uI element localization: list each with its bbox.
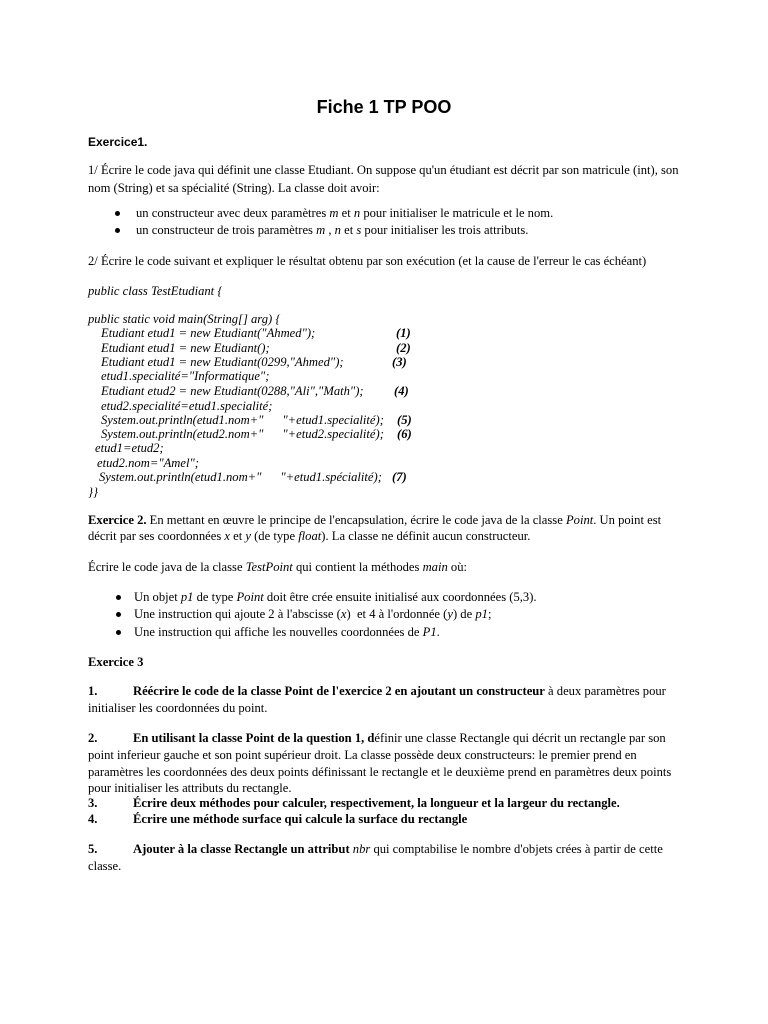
item-continuation: point inferieur gauche et son point supérieur droit. La classe possède deux constructeurs: le premier prend en — [88, 748, 637, 762]
code-line: Etudiant etud1 = new Etudiant("Ahmed"); — [101, 326, 316, 340]
text-segment: de type — [193, 590, 237, 604]
item-bold-text: Écrire deux méthodes pour calculer, respectivement, la longueur et la largeur du rectangle. — [133, 796, 620, 810]
text-segment: (de type — [250, 529, 299, 543]
code-line-marker: (7) — [392, 470, 407, 484]
item-continuation: paramètres les coordonnées des deux points définissant le rectangle et le deuxième prend en paramètres deux points — [88, 765, 672, 779]
item-bold-text: Ajouter à la classe Rectangle un attribut — [133, 842, 353, 856]
text-segment: , — [325, 223, 335, 237]
italic-term: x — [340, 607, 347, 621]
text-segment: un constructeur avec deux paramètres — [136, 206, 330, 220]
text-segment: où: — [447, 560, 468, 574]
exercise2-line — [88, 512, 661, 528]
code-line-marker: (2) — [396, 341, 411, 355]
exercise1-bullet — [136, 222, 528, 238]
text-segment: ). La classe ne définit aucun constructeur. — [321, 529, 531, 543]
item-number: 5. — [88, 842, 98, 856]
code-line-marker: (3) — [392, 355, 407, 369]
text-segment: un constructeur de trois paramètres — [136, 223, 317, 237]
italic-term: y — [447, 607, 453, 621]
text-segment: En mettant en œuvre le principe de l'encapsulation, écrire le code java de la classe — [146, 513, 566, 527]
code-line-marker: (5) — [397, 413, 412, 427]
italic-term: main — [422, 560, 448, 574]
class-name: Point — [565, 513, 594, 527]
text-segment: Une instruction qui affiche les nouvelles coordonnées de — [134, 625, 423, 639]
exercise1-q2-text: 2/ Écrire le code suivant et expliquer le résultat obtenu par son exécution (et la cause de l'erreur le cas échéant) — [88, 254, 647, 268]
text-segment: Écrire le code java de la classe — [88, 560, 246, 574]
text-segment: et — [340, 223, 357, 237]
item-continuation: initialiser les coordonnées du point. — [88, 701, 268, 715]
exercise2-bullet — [134, 624, 440, 640]
text-segment: à deux paramètres pour — [544, 684, 666, 698]
code-line: System.out.println(etud1.nom+" "+etud1.spécialité); — [99, 470, 382, 484]
text-segment: pour initialiser le matricule et le nom. — [360, 206, 554, 220]
italic-term: y — [245, 529, 251, 543]
code-line: etud2.specialité=etud1.specialité; — [101, 399, 273, 413]
item-continuation: pour initialiser les attributs du rectangle. — [88, 781, 292, 795]
bullet — [116, 630, 121, 635]
italic-term: TestPoint — [245, 560, 293, 574]
text-segment: ) de — [452, 607, 476, 621]
text-segment: éfinir une classe Rectangle qui décrit un rectangle par son — [374, 731, 666, 745]
code-line: Etudiant etud1 = new Etudiant(); — [101, 341, 270, 355]
code-line: public static void main(String[] arg) { — [88, 312, 281, 326]
code-line: etud2.nom="Amel"; — [97, 456, 199, 470]
text-segment: ) et 4 à l'ordonnée ( — [346, 607, 448, 621]
exercise3-item — [133, 730, 666, 746]
param-name: n — [334, 223, 341, 237]
exercise1-bullet — [136, 205, 553, 221]
code-line: etud1=etud2; — [95, 441, 164, 455]
param-name: m — [316, 223, 326, 237]
item-continuation: classe. — [88, 859, 122, 873]
exercise3-item — [133, 841, 663, 857]
code-line: System.out.println(etud2.nom+" "+etud2.specialité); — [101, 427, 384, 441]
text-segment: . Un point est — [593, 513, 662, 527]
attribute-name: nbr — [352, 842, 371, 856]
item-bold-text: En utilisant la classe Point de la question 1, d — [133, 731, 375, 745]
param-name: n — [353, 206, 361, 220]
italic-term: x — [224, 529, 230, 543]
bullet — [115, 211, 120, 216]
bullet — [116, 595, 121, 600]
code-line-marker: (6) — [397, 427, 412, 441]
italic-term: P1 — [422, 625, 437, 639]
text-segment: et — [338, 206, 354, 220]
item-number: 4. — [88, 812, 98, 826]
text-segment: pour initialiser les trois attributs. — [361, 223, 529, 237]
code-line: Etudiant etud1 = new Etudiant(0299,"Ahmed"); — [101, 355, 344, 369]
code-line: etud1.specialité="Informatique"; — [101, 369, 270, 383]
code-line: System.out.println(etud1.nom+" "+etud1.specialité); — [101, 413, 384, 427]
text-segment: ; — [487, 607, 492, 621]
text-segment: doit être crée ensuite initialisé aux coordonnées (5,3). — [263, 590, 537, 604]
exercise2-heading: Exercice 2. — [88, 513, 147, 527]
text-segment: décrit par ses coordonnées — [88, 529, 225, 543]
code-line-marker: (4) — [394, 384, 409, 398]
code-line: Etudiant etud2 = new Etudiant(0288,"Ali","Math"); — [101, 384, 364, 398]
exercise1-q1-line: nom (String) et sa spécialité (String). La classe doit avoir: — [88, 181, 380, 195]
code-line-marker: (1) — [396, 326, 411, 340]
code-line: }} — [88, 485, 99, 499]
item-number: 3. — [88, 796, 98, 810]
item-number: 1. — [88, 684, 98, 698]
italic-term: Point — [236, 590, 264, 604]
exercise2-bullet — [134, 589, 537, 605]
exercise1-heading: Exercice1. — [88, 135, 148, 149]
page-title: Fiche 1 TP POO — [316, 97, 452, 117]
text-segment: qui contient la méthodes — [292, 560, 423, 574]
exercise3-heading: Exercice 3 — [88, 655, 144, 669]
param-name: s — [356, 223, 362, 237]
italic-term: p1 — [180, 590, 194, 604]
text-segment: Un objet — [134, 590, 181, 604]
item-number: 2. — [88, 731, 98, 745]
text-segment: et — [229, 529, 246, 543]
code-class-declaration: public class TestEtudiant { — [88, 284, 223, 298]
italic-term: p1 — [475, 607, 488, 621]
item-bold-text: Réécrire le code de la classe Point de l'exercice 2 en ajoutant un constructeur — [133, 684, 545, 698]
exercise2-bullet — [134, 606, 491, 622]
bullet — [115, 228, 120, 233]
exercise3-item — [133, 683, 666, 699]
exercise2-intro — [88, 559, 467, 575]
exercise1-q1-line: 1/ Écrire le code java qui définit une classe Etudiant. On suppose qu'un étudiant est décrit par son matricule (int), son — [88, 163, 679, 177]
bullet — [116, 612, 121, 617]
italic-term: float — [298, 529, 322, 543]
item-bold-text: Écrire une méthode surface qui calcule la surface du rectangle — [133, 812, 468, 826]
text-segment: qui comptabilise le nombre d'objets crées à partir de cette — [370, 842, 663, 856]
param-name: m — [329, 206, 339, 220]
exercise2-line — [88, 528, 530, 544]
text-segment: . — [436, 625, 440, 639]
text-segment: Une instruction qui ajoute 2 à l'abscisse ( — [134, 607, 341, 621]
